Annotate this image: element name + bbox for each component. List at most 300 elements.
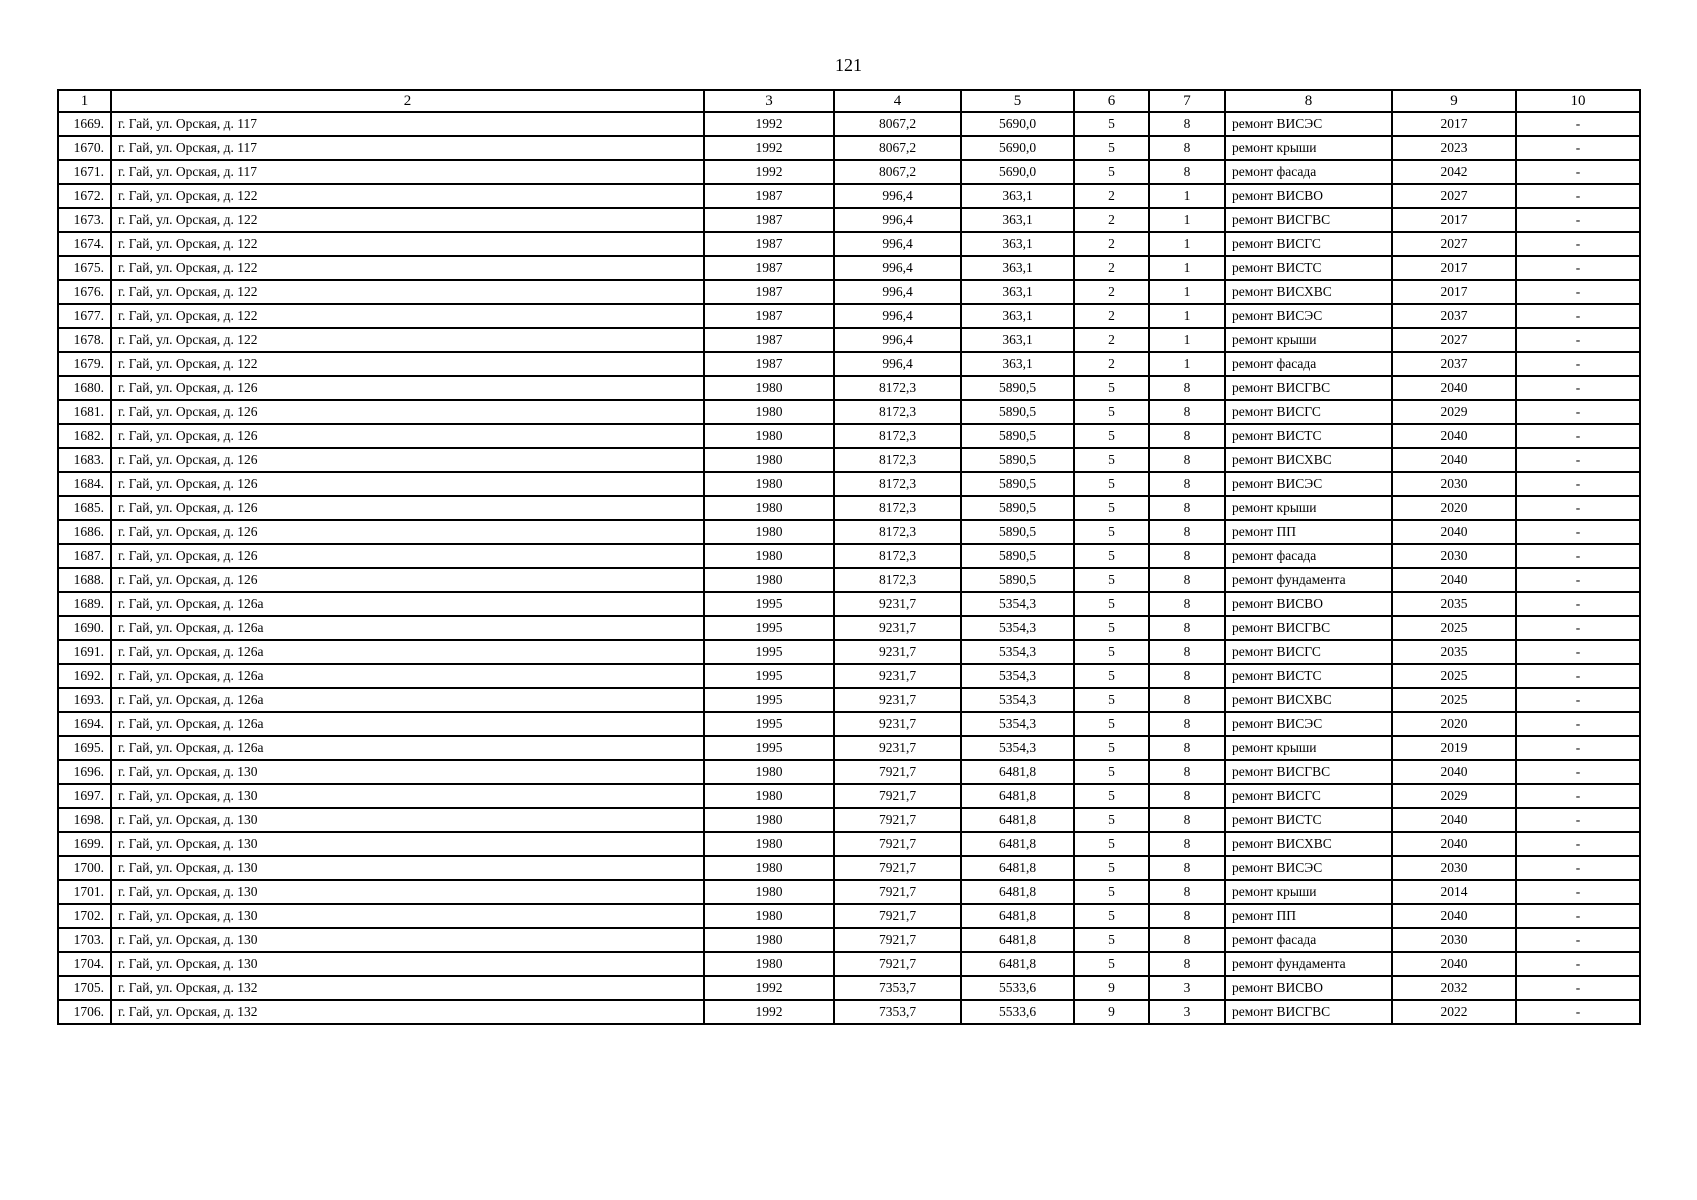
entrances-cell: 1 bbox=[1149, 208, 1225, 232]
area-total-cell: 7921,7 bbox=[834, 832, 961, 856]
area-living-cell: 5890,5 bbox=[961, 496, 1074, 520]
row-number-cell: 1702. bbox=[58, 904, 111, 928]
floors-cell: 5 bbox=[1074, 640, 1149, 664]
area-total-cell: 9231,7 bbox=[834, 616, 961, 640]
table-row bbox=[58, 616, 1640, 640]
entrances-cell: 8 bbox=[1149, 472, 1225, 496]
table-row bbox=[58, 760, 1640, 784]
column-header: 6 bbox=[1074, 90, 1149, 112]
table-row bbox=[58, 232, 1640, 256]
work-type-cell: ремонт ПП bbox=[1225, 904, 1392, 928]
plan-year-cell: 2040 bbox=[1392, 832, 1516, 856]
note-cell: - bbox=[1516, 712, 1640, 736]
row-number-cell: 1670. bbox=[58, 136, 111, 160]
area-living-cell: 5690,0 bbox=[961, 160, 1074, 184]
area-living-cell: 6481,8 bbox=[961, 808, 1074, 832]
work-type-cell: ремонт ВИСТС bbox=[1225, 808, 1392, 832]
entrances-cell: 1 bbox=[1149, 232, 1225, 256]
address-cell: г. Гай, ул. Орская, д. 126 bbox=[111, 376, 704, 400]
column-header: 4 bbox=[834, 90, 961, 112]
entrances-cell: 8 bbox=[1149, 616, 1225, 640]
note-cell: - bbox=[1516, 568, 1640, 592]
note-cell: - bbox=[1516, 208, 1640, 232]
plan-year-cell: 2023 bbox=[1392, 136, 1516, 160]
area-total-cell: 7921,7 bbox=[834, 760, 961, 784]
year-cell: 1995 bbox=[704, 712, 834, 736]
area-total-cell: 7921,7 bbox=[834, 856, 961, 880]
work-type-cell: ремонт ВИСЭС bbox=[1225, 712, 1392, 736]
area-living-cell: 363,1 bbox=[961, 328, 1074, 352]
work-type-cell: ремонт ПП bbox=[1225, 520, 1392, 544]
address-cell: г. Гай, ул. Орская, д. 122 bbox=[111, 280, 704, 304]
area-total-cell: 9231,7 bbox=[834, 688, 961, 712]
address-cell: г. Гай, ул. Орская, д. 126 bbox=[111, 400, 704, 424]
row-number-cell: 1683. bbox=[58, 448, 111, 472]
column-header: 8 bbox=[1225, 90, 1392, 112]
row-number-cell: 1681. bbox=[58, 400, 111, 424]
address-cell: г. Гай, ул. Орская, д. 122 bbox=[111, 208, 704, 232]
area-total-cell: 8172,3 bbox=[834, 424, 961, 448]
area-total-cell: 8172,3 bbox=[834, 448, 961, 472]
table-row bbox=[58, 376, 1640, 400]
year-cell: 1980 bbox=[704, 784, 834, 808]
row-number-cell: 1675. bbox=[58, 256, 111, 280]
entrances-cell: 8 bbox=[1149, 904, 1225, 928]
table-row bbox=[58, 112, 1640, 136]
plan-year-cell: 2029 bbox=[1392, 400, 1516, 424]
year-cell: 1980 bbox=[704, 568, 834, 592]
area-living-cell: 5533,6 bbox=[961, 976, 1074, 1000]
table-row bbox=[58, 736, 1640, 760]
plan-year-cell: 2030 bbox=[1392, 928, 1516, 952]
year-cell: 1980 bbox=[704, 376, 834, 400]
column-header: 3 bbox=[704, 90, 834, 112]
note-cell: - bbox=[1516, 784, 1640, 808]
work-type-cell: ремонт ВИСХВС bbox=[1225, 688, 1392, 712]
area-total-cell: 8172,3 bbox=[834, 544, 961, 568]
plan-year-cell: 2017 bbox=[1392, 112, 1516, 136]
floors-cell: 5 bbox=[1074, 904, 1149, 928]
area-total-cell: 996,4 bbox=[834, 232, 961, 256]
entrances-cell: 8 bbox=[1149, 448, 1225, 472]
plan-year-cell: 2030 bbox=[1392, 856, 1516, 880]
table-row bbox=[58, 784, 1640, 808]
table-row bbox=[58, 544, 1640, 568]
row-number-cell: 1704. bbox=[58, 952, 111, 976]
note-cell: - bbox=[1516, 544, 1640, 568]
area-total-cell: 7921,7 bbox=[834, 904, 961, 928]
entrances-cell: 8 bbox=[1149, 688, 1225, 712]
address-cell: г. Гай, ул. Орская, д. 122 bbox=[111, 352, 704, 376]
row-number-cell: 1697. bbox=[58, 784, 111, 808]
row-number-cell: 1686. bbox=[58, 520, 111, 544]
row-number-cell: 1669. bbox=[58, 112, 111, 136]
year-cell: 1980 bbox=[704, 856, 834, 880]
year-cell: 1995 bbox=[704, 592, 834, 616]
year-cell: 1980 bbox=[704, 472, 834, 496]
area-total-cell: 8172,3 bbox=[834, 520, 961, 544]
entrances-cell: 1 bbox=[1149, 256, 1225, 280]
floors-cell: 5 bbox=[1074, 400, 1149, 424]
address-cell: г. Гай, ул. Орская, д. 122 bbox=[111, 184, 704, 208]
table-row bbox=[58, 256, 1640, 280]
note-cell: - bbox=[1516, 376, 1640, 400]
header-row bbox=[58, 90, 1640, 112]
work-type-cell: ремонт ВИСГС bbox=[1225, 784, 1392, 808]
note-cell: - bbox=[1516, 616, 1640, 640]
floors-cell: 5 bbox=[1074, 664, 1149, 688]
floors-cell: 5 bbox=[1074, 520, 1149, 544]
plan-year-cell: 2035 bbox=[1392, 592, 1516, 616]
entrances-cell: 1 bbox=[1149, 304, 1225, 328]
work-type-cell: ремонт ВИСХВС bbox=[1225, 448, 1392, 472]
note-cell: - bbox=[1516, 496, 1640, 520]
plan-year-cell: 2040 bbox=[1392, 520, 1516, 544]
table-row bbox=[58, 496, 1640, 520]
plan-year-cell: 2029 bbox=[1392, 784, 1516, 808]
area-living-cell: 363,1 bbox=[961, 352, 1074, 376]
row-number-cell: 1701. bbox=[58, 880, 111, 904]
address-cell: г. Гай, ул. Орская, д. 130 bbox=[111, 856, 704, 880]
note-cell: - bbox=[1516, 736, 1640, 760]
floors-cell: 5 bbox=[1074, 952, 1149, 976]
year-cell: 1980 bbox=[704, 808, 834, 832]
floors-cell: 2 bbox=[1074, 328, 1149, 352]
row-number-cell: 1677. bbox=[58, 304, 111, 328]
work-type-cell: ремонт ВИСГС bbox=[1225, 400, 1392, 424]
plan-year-cell: 2040 bbox=[1392, 808, 1516, 832]
plan-year-cell: 2032 bbox=[1392, 976, 1516, 1000]
note-cell: - bbox=[1516, 520, 1640, 544]
work-type-cell: ремонт ВИСГВС bbox=[1225, 616, 1392, 640]
note-cell: - bbox=[1516, 640, 1640, 664]
table-row bbox=[58, 688, 1640, 712]
area-living-cell: 5890,5 bbox=[961, 400, 1074, 424]
address-cell: г. Гай, ул. Орская, д. 130 bbox=[111, 880, 704, 904]
row-number-cell: 1685. bbox=[58, 496, 111, 520]
row-number-cell: 1678. bbox=[58, 328, 111, 352]
table-row bbox=[58, 808, 1640, 832]
floors-cell: 5 bbox=[1074, 832, 1149, 856]
note-cell: - bbox=[1516, 352, 1640, 376]
row-number-cell: 1691. bbox=[58, 640, 111, 664]
floors-cell: 5 bbox=[1074, 424, 1149, 448]
entrances-cell: 8 bbox=[1149, 136, 1225, 160]
address-cell: г. Гай, ул. Орская, д. 126а bbox=[111, 688, 704, 712]
floors-cell: 9 bbox=[1074, 1000, 1149, 1024]
area-total-cell: 996,4 bbox=[834, 304, 961, 328]
note-cell: - bbox=[1516, 664, 1640, 688]
year-cell: 1980 bbox=[704, 496, 834, 520]
row-number-cell: 1676. bbox=[58, 280, 111, 304]
floors-cell: 5 bbox=[1074, 784, 1149, 808]
entrances-cell: 8 bbox=[1149, 400, 1225, 424]
area-living-cell: 5354,3 bbox=[961, 592, 1074, 616]
table-body bbox=[58, 112, 1640, 1024]
entrances-cell: 8 bbox=[1149, 640, 1225, 664]
floors-cell: 5 bbox=[1074, 472, 1149, 496]
plan-year-cell: 2035 bbox=[1392, 640, 1516, 664]
area-total-cell: 7921,7 bbox=[834, 808, 961, 832]
plan-year-cell: 2040 bbox=[1392, 376, 1516, 400]
floors-cell: 2 bbox=[1074, 232, 1149, 256]
year-cell: 1980 bbox=[704, 400, 834, 424]
area-living-cell: 6481,8 bbox=[961, 928, 1074, 952]
work-type-cell: ремонт ВИСХВС bbox=[1225, 832, 1392, 856]
floors-cell: 5 bbox=[1074, 448, 1149, 472]
note-cell: - bbox=[1516, 400, 1640, 424]
year-cell: 1995 bbox=[704, 688, 834, 712]
table-row bbox=[58, 904, 1640, 928]
year-cell: 1992 bbox=[704, 1000, 834, 1024]
area-total-cell: 9231,7 bbox=[834, 736, 961, 760]
note-cell: - bbox=[1516, 160, 1640, 184]
plan-year-cell: 2022 bbox=[1392, 1000, 1516, 1024]
plan-year-cell: 2040 bbox=[1392, 904, 1516, 928]
floors-cell: 5 bbox=[1074, 808, 1149, 832]
row-number-cell: 1688. bbox=[58, 568, 111, 592]
plan-year-cell: 2040 bbox=[1392, 568, 1516, 592]
floors-cell: 5 bbox=[1074, 496, 1149, 520]
table-row bbox=[58, 712, 1640, 736]
note-cell: - bbox=[1516, 928, 1640, 952]
work-type-cell: ремонт ВИСГС bbox=[1225, 232, 1392, 256]
page-number: 121 bbox=[835, 55, 862, 75]
floors-cell: 5 bbox=[1074, 736, 1149, 760]
work-type-cell: ремонт фундамента bbox=[1225, 952, 1392, 976]
entrances-cell: 8 bbox=[1149, 856, 1225, 880]
row-number-cell: 1680. bbox=[58, 376, 111, 400]
entrances-cell: 8 bbox=[1149, 592, 1225, 616]
plan-year-cell: 2040 bbox=[1392, 952, 1516, 976]
row-number-cell: 1694. bbox=[58, 712, 111, 736]
plan-year-cell: 2020 bbox=[1392, 712, 1516, 736]
table-row bbox=[58, 832, 1640, 856]
row-number-cell: 1690. bbox=[58, 616, 111, 640]
year-cell: 1987 bbox=[704, 232, 834, 256]
entrances-cell: 8 bbox=[1149, 736, 1225, 760]
plan-year-cell: 2019 bbox=[1392, 736, 1516, 760]
floors-cell: 5 bbox=[1074, 160, 1149, 184]
area-living-cell: 5354,3 bbox=[961, 616, 1074, 640]
table-row bbox=[58, 472, 1640, 496]
note-cell: - bbox=[1516, 472, 1640, 496]
year-cell: 1987 bbox=[704, 184, 834, 208]
floors-cell: 9 bbox=[1074, 976, 1149, 1000]
row-number-cell: 1692. bbox=[58, 664, 111, 688]
area-total-cell: 996,4 bbox=[834, 184, 961, 208]
address-cell: г. Гай, ул. Орская, д. 130 bbox=[111, 760, 704, 784]
work-type-cell: ремонт крыши bbox=[1225, 736, 1392, 760]
plan-year-cell: 2017 bbox=[1392, 280, 1516, 304]
plan-year-cell: 2014 bbox=[1392, 880, 1516, 904]
address-cell: г. Гай, ул. Орская, д. 126а bbox=[111, 592, 704, 616]
table-row bbox=[58, 160, 1640, 184]
entrances-cell: 8 bbox=[1149, 568, 1225, 592]
area-total-cell: 8067,2 bbox=[834, 136, 961, 160]
address-cell: г. Гай, ул. Орская, д. 122 bbox=[111, 232, 704, 256]
entrances-cell: 8 bbox=[1149, 928, 1225, 952]
address-cell: г. Гай, ул. Орская, д. 130 bbox=[111, 904, 704, 928]
area-total-cell: 8172,3 bbox=[834, 568, 961, 592]
floors-cell: 5 bbox=[1074, 712, 1149, 736]
year-cell: 1980 bbox=[704, 424, 834, 448]
table-row bbox=[58, 304, 1640, 328]
table-row bbox=[58, 880, 1640, 904]
floors-cell: 5 bbox=[1074, 616, 1149, 640]
plan-year-cell: 2030 bbox=[1392, 544, 1516, 568]
table-row bbox=[58, 976, 1640, 1000]
year-cell: 1980 bbox=[704, 832, 834, 856]
entrances-cell: 1 bbox=[1149, 352, 1225, 376]
note-cell: - bbox=[1516, 136, 1640, 160]
area-living-cell: 5354,3 bbox=[961, 688, 1074, 712]
note-cell: - bbox=[1516, 832, 1640, 856]
column-header: 1 bbox=[58, 90, 111, 112]
area-living-cell: 6481,8 bbox=[961, 880, 1074, 904]
plan-year-cell: 2027 bbox=[1392, 184, 1516, 208]
row-number-cell: 1674. bbox=[58, 232, 111, 256]
entrances-cell: 8 bbox=[1149, 424, 1225, 448]
work-type-cell: ремонт ВИСГВС bbox=[1225, 376, 1392, 400]
entrances-cell: 8 bbox=[1149, 808, 1225, 832]
work-type-cell: ремонт фасада bbox=[1225, 928, 1392, 952]
plan-year-cell: 2040 bbox=[1392, 448, 1516, 472]
floors-cell: 2 bbox=[1074, 304, 1149, 328]
floors-cell: 5 bbox=[1074, 568, 1149, 592]
entrances-cell: 8 bbox=[1149, 880, 1225, 904]
work-type-cell: ремонт крыши bbox=[1225, 328, 1392, 352]
year-cell: 1992 bbox=[704, 136, 834, 160]
plan-year-cell: 2040 bbox=[1392, 424, 1516, 448]
address-cell: г. Гай, ул. Орская, д. 126а bbox=[111, 736, 704, 760]
note-cell: - bbox=[1516, 760, 1640, 784]
floors-cell: 5 bbox=[1074, 544, 1149, 568]
work-type-cell: ремонт фасада bbox=[1225, 352, 1392, 376]
table-row bbox=[58, 952, 1640, 976]
area-living-cell: 363,1 bbox=[961, 280, 1074, 304]
year-cell: 1992 bbox=[704, 112, 834, 136]
floors-cell: 2 bbox=[1074, 256, 1149, 280]
plan-year-cell: 2025 bbox=[1392, 616, 1516, 640]
year-cell: 1987 bbox=[704, 280, 834, 304]
area-living-cell: 363,1 bbox=[961, 208, 1074, 232]
entrances-cell: 8 bbox=[1149, 784, 1225, 808]
note-cell: - bbox=[1516, 280, 1640, 304]
table-row bbox=[58, 352, 1640, 376]
row-number-cell: 1682. bbox=[58, 424, 111, 448]
year-cell: 1980 bbox=[704, 760, 834, 784]
plan-year-cell: 2037 bbox=[1392, 304, 1516, 328]
entrances-cell: 8 bbox=[1149, 832, 1225, 856]
area-living-cell: 6481,8 bbox=[961, 952, 1074, 976]
column-header: 9 bbox=[1392, 90, 1516, 112]
plan-year-cell: 2017 bbox=[1392, 256, 1516, 280]
table-row bbox=[58, 592, 1640, 616]
floors-cell: 5 bbox=[1074, 136, 1149, 160]
entrances-cell: 8 bbox=[1149, 376, 1225, 400]
year-cell: 1987 bbox=[704, 256, 834, 280]
table-row bbox=[58, 856, 1640, 880]
note-cell: - bbox=[1516, 880, 1640, 904]
floors-cell: 5 bbox=[1074, 376, 1149, 400]
area-total-cell: 7353,7 bbox=[834, 976, 961, 1000]
area-living-cell: 5354,3 bbox=[961, 736, 1074, 760]
address-cell: г. Гай, ул. Орская, д. 117 bbox=[111, 160, 704, 184]
address-cell: г. Гай, ул. Орская, д. 132 bbox=[111, 976, 704, 1000]
area-living-cell: 6481,8 bbox=[961, 784, 1074, 808]
row-number-cell: 1672. bbox=[58, 184, 111, 208]
year-cell: 1980 bbox=[704, 448, 834, 472]
floors-cell: 2 bbox=[1074, 280, 1149, 304]
plan-year-cell: 2040 bbox=[1392, 760, 1516, 784]
area-total-cell: 8067,2 bbox=[834, 112, 961, 136]
row-number-cell: 1673. bbox=[58, 208, 111, 232]
area-living-cell: 6481,8 bbox=[961, 856, 1074, 880]
area-living-cell: 5533,6 bbox=[961, 1000, 1074, 1024]
work-type-cell: ремонт фундамента bbox=[1225, 568, 1392, 592]
column-header: 2 bbox=[111, 90, 704, 112]
row-number-cell: 1706. bbox=[58, 1000, 111, 1024]
table-row bbox=[58, 640, 1640, 664]
entrances-cell: 8 bbox=[1149, 664, 1225, 688]
note-cell: - bbox=[1516, 232, 1640, 256]
column-header: 7 bbox=[1149, 90, 1225, 112]
address-cell: г. Гай, ул. Орская, д. 122 bbox=[111, 304, 704, 328]
address-cell: г. Гай, ул. Орская, д. 126 bbox=[111, 544, 704, 568]
note-cell: - bbox=[1516, 952, 1640, 976]
floors-cell: 2 bbox=[1074, 208, 1149, 232]
plan-year-cell: 2025 bbox=[1392, 664, 1516, 688]
table-row bbox=[58, 520, 1640, 544]
year-cell: 1980 bbox=[704, 544, 834, 568]
year-cell: 1980 bbox=[704, 880, 834, 904]
row-number-cell: 1695. bbox=[58, 736, 111, 760]
work-type-cell: ремонт крыши bbox=[1225, 496, 1392, 520]
entrances-cell: 8 bbox=[1149, 544, 1225, 568]
work-type-cell: ремонт крыши bbox=[1225, 136, 1392, 160]
note-cell: - bbox=[1516, 448, 1640, 472]
address-cell: г. Гай, ул. Орская, д. 126 bbox=[111, 520, 704, 544]
floors-cell: 2 bbox=[1074, 184, 1149, 208]
note-cell: - bbox=[1516, 856, 1640, 880]
note-cell: - bbox=[1516, 328, 1640, 352]
area-living-cell: 5354,3 bbox=[961, 664, 1074, 688]
note-cell: - bbox=[1516, 904, 1640, 928]
floors-cell: 5 bbox=[1074, 928, 1149, 952]
area-living-cell: 5690,0 bbox=[961, 136, 1074, 160]
row-number-cell: 1700. bbox=[58, 856, 111, 880]
row-number-cell: 1689. bbox=[58, 592, 111, 616]
area-living-cell: 363,1 bbox=[961, 304, 1074, 328]
table-row bbox=[58, 328, 1640, 352]
area-total-cell: 996,4 bbox=[834, 328, 961, 352]
address-cell: г. Гай, ул. Орская, д. 126а bbox=[111, 712, 704, 736]
work-type-cell: ремонт ВИСГВС bbox=[1225, 208, 1392, 232]
area-total-cell: 7921,7 bbox=[834, 784, 961, 808]
work-type-cell: ремонт фасада bbox=[1225, 544, 1392, 568]
area-living-cell: 5890,5 bbox=[961, 544, 1074, 568]
address-cell: г. Гай, ул. Орская, д. 126а bbox=[111, 616, 704, 640]
address-cell: г. Гай, ул. Орская, д. 122 bbox=[111, 328, 704, 352]
area-living-cell: 5690,0 bbox=[961, 112, 1074, 136]
note-cell: - bbox=[1516, 808, 1640, 832]
plan-year-cell: 2027 bbox=[1392, 232, 1516, 256]
plan-year-cell: 2030 bbox=[1392, 472, 1516, 496]
work-type-cell: ремонт фасада bbox=[1225, 160, 1392, 184]
plan-year-cell: 2020 bbox=[1392, 496, 1516, 520]
area-total-cell: 8172,3 bbox=[834, 400, 961, 424]
